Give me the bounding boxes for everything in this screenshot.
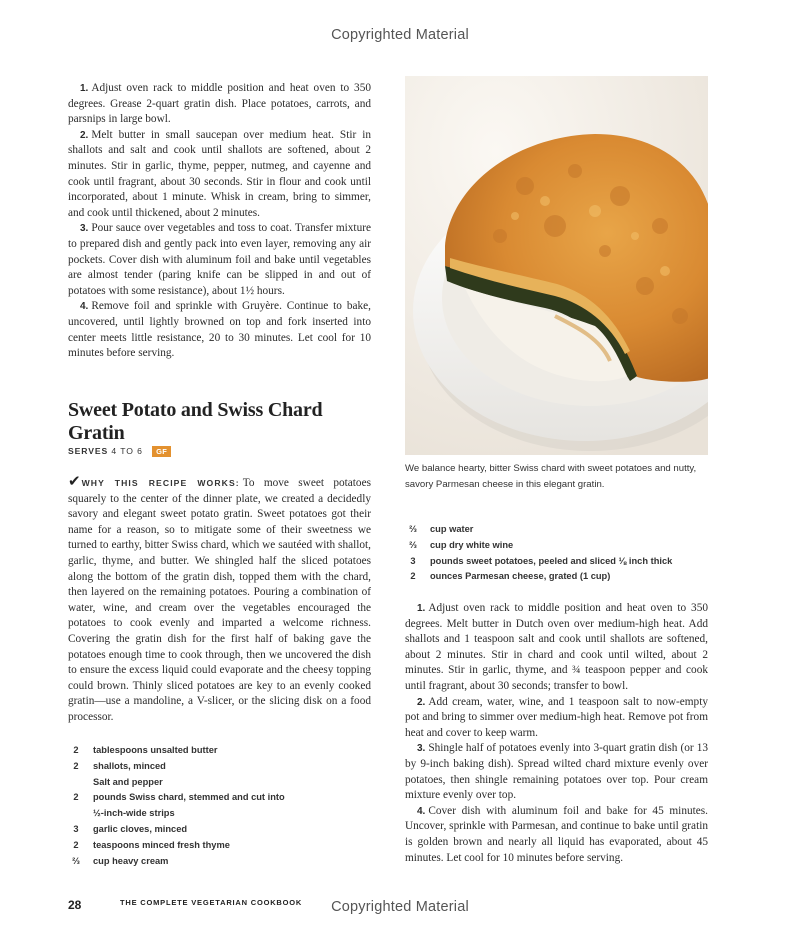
serves-line bbox=[68, 446, 171, 457]
previous-step-2: 2. Melt butter in small saucepan over medium heat. Stir in shallots and salt and cook until shallots are softened, about 2 minutes. Stir in garlic, thyme, pepper, nutmeg, and cayenne and cook until fragrant, about 30 seconds. Stir in flour and cook until incorporated, about 1 minute. Whisk in cream, bring to simmer, and cook until thickened, about 2 minutes. bbox=[68, 128, 371, 219]
recipe-steps bbox=[405, 601, 708, 866]
previous-recipe-steps bbox=[68, 81, 371, 362]
gratin-dish-image bbox=[405, 76, 708, 455]
recipe-step-1: 1. Adjust oven rack to middle position and heat oven to 350 degrees. Melt butter in Dutch oven over medium-high heat. Add shallots and 1 teaspoon salt and cook until shallots are softened, about 2 minutes. Stir in chard and cook until wilted, about 2 minutes. Stir in garlic, thyme, and ¾ teaspoon pepper and cook until fragrant, about 30 seconds; transfer to bowl. bbox=[405, 602, 708, 692]
page-number: 28 bbox=[68, 898, 82, 912]
why-label: WHY THIS RECIPE WORKS: bbox=[81, 478, 240, 488]
why-text: To move sweet potatoes squarely to the center of the dinner plate, we created a decidedly savory and elegant sweet potato gratin. Sweet potatoes got their name for a reason, so to mitigate some of their sweetness we turned to earthy, bitter Swiss chard, which we sautéed with shallot, garlic, thyme, and butter. We shingled half the sliced potatoes along the bottom of the gratin dish, topped them with the chard, then layered on the remaining potatoes. Pouring a combination of water, wine, and cream over the vegetables encouraged the potatoes to cook evenly and imparted a welcome richness. Covering the gratin dish for the first half of baking gave the potatoes enough time to cook through, then we uncovered the dish to ensure the excess liquid could evaporate and the cheesy topping could brown. Thinly sliced potatoes are key to an evenly cooked gratin—use a mandoline, a V-slicer, or the slicing disk on a food processor. bbox=[68, 477, 371, 723]
why-this-recipe-works bbox=[68, 474, 371, 726]
checkmark-icon: ✔ bbox=[68, 472, 81, 490]
photo-caption: We balance hearty, bitter Swiss chard with sweet potatoes and nutty, savory Parmesan cheese in this elegant gratin. bbox=[405, 463, 697, 490]
ingredients-list-left bbox=[68, 743, 371, 869]
serves-label: SERVES bbox=[68, 446, 109, 456]
previous-step-4: 4. Remove foil and sprinkle with Gruyère. Continue to bake, uncovered, until lightly browned on top and fork inserted into center meets little resistance, 20 to 30 minutes. Let cool for 10 minutes before serving. bbox=[68, 300, 371, 360]
ingredient-item: ⅔ cup dry white wine bbox=[409, 539, 514, 550]
recipe-step-4: 4. Cover dish with aluminum foil and bake for 45 minutes. Uncover, sprinkle with Parmesan, and continue to bake until gratin is golden brown and nearly all liquid has evaporated, about 45 minutes. Let cool for 10 minutes before serving. bbox=[405, 804, 708, 864]
ingredient-item: 2 tablespoons unsalted butter bbox=[73, 745, 218, 755]
gluten-free-badge: GF bbox=[152, 446, 171, 457]
ingredient-item: ⅔ cup water bbox=[409, 524, 474, 534]
previous-step-3: 3. Pour sauce over vegetables and toss to coat. Transfer mixture to prepared dish and gently pack into even layer, removing any air pockets. Cover dish with aluminum foil and bake until vegetables are almost tender (paring knife can be slipped in and out of potatoes with some resistance), about 1½ hours. bbox=[68, 222, 371, 297]
ingredient-item: 3 garlic cloves, minced bbox=[73, 823, 188, 834]
ingredient-item: ⅔ cup heavy cream bbox=[72, 855, 169, 866]
recipe-step-3: 3. Shingle half of potatoes evenly into 3-quart gratin dish (or 13 by 9-inch baking dish). Spread wilted chard mixture evenly over potatoes, then shingle remaining potatoes over top. Pour cream mixture evenly over top. bbox=[405, 742, 708, 802]
book-title: THE COMPLETE VEGETARIAN COOKBOOK bbox=[120, 898, 303, 907]
serves-value: 4 TO 6 bbox=[111, 446, 143, 456]
ingredient-item: 2 ounces Parmesan cheese, grated (1 cup) bbox=[410, 571, 611, 582]
copyright-watermark-top: Copyrighted Material bbox=[331, 27, 469, 43]
ingredient-item: ½-inch-wide strips bbox=[93, 808, 175, 819]
ingredient-item: Salt and pepper bbox=[93, 776, 163, 787]
previous-step-1: 1. Adjust oven rack to middle position and heat oven to 350 degrees. Grease 2-quart gratin dish. Place potatoes, carrots, and parsnips in large bowl. bbox=[68, 82, 371, 126]
gratin-photo bbox=[405, 76, 708, 455]
copyright-watermark-bottom: Copyrighted Material bbox=[331, 899, 469, 915]
recipe-title: Sweet Potato and Swiss Chard Gratin bbox=[68, 399, 323, 444]
ingredient-item: 2 shallots, minced bbox=[73, 760, 166, 771]
ingredients-list-right bbox=[405, 522, 708, 585]
ingredient-item: 3 pounds sweet potatoes, peeled and sliced ⅛ inch thick bbox=[410, 555, 673, 566]
ingredient-item: 2 teaspoons minced fresh thyme bbox=[73, 839, 230, 850]
ingredient-item: 2 pounds Swiss chard, stemmed and cut into bbox=[73, 792, 285, 803]
recipe-step-2: 2. Add cream, water, wine, and 1 teaspoon salt to now-empty pot and bring to simmer over medium-high heat. Remove pot from heat and cover to keep warm. bbox=[405, 695, 708, 739]
